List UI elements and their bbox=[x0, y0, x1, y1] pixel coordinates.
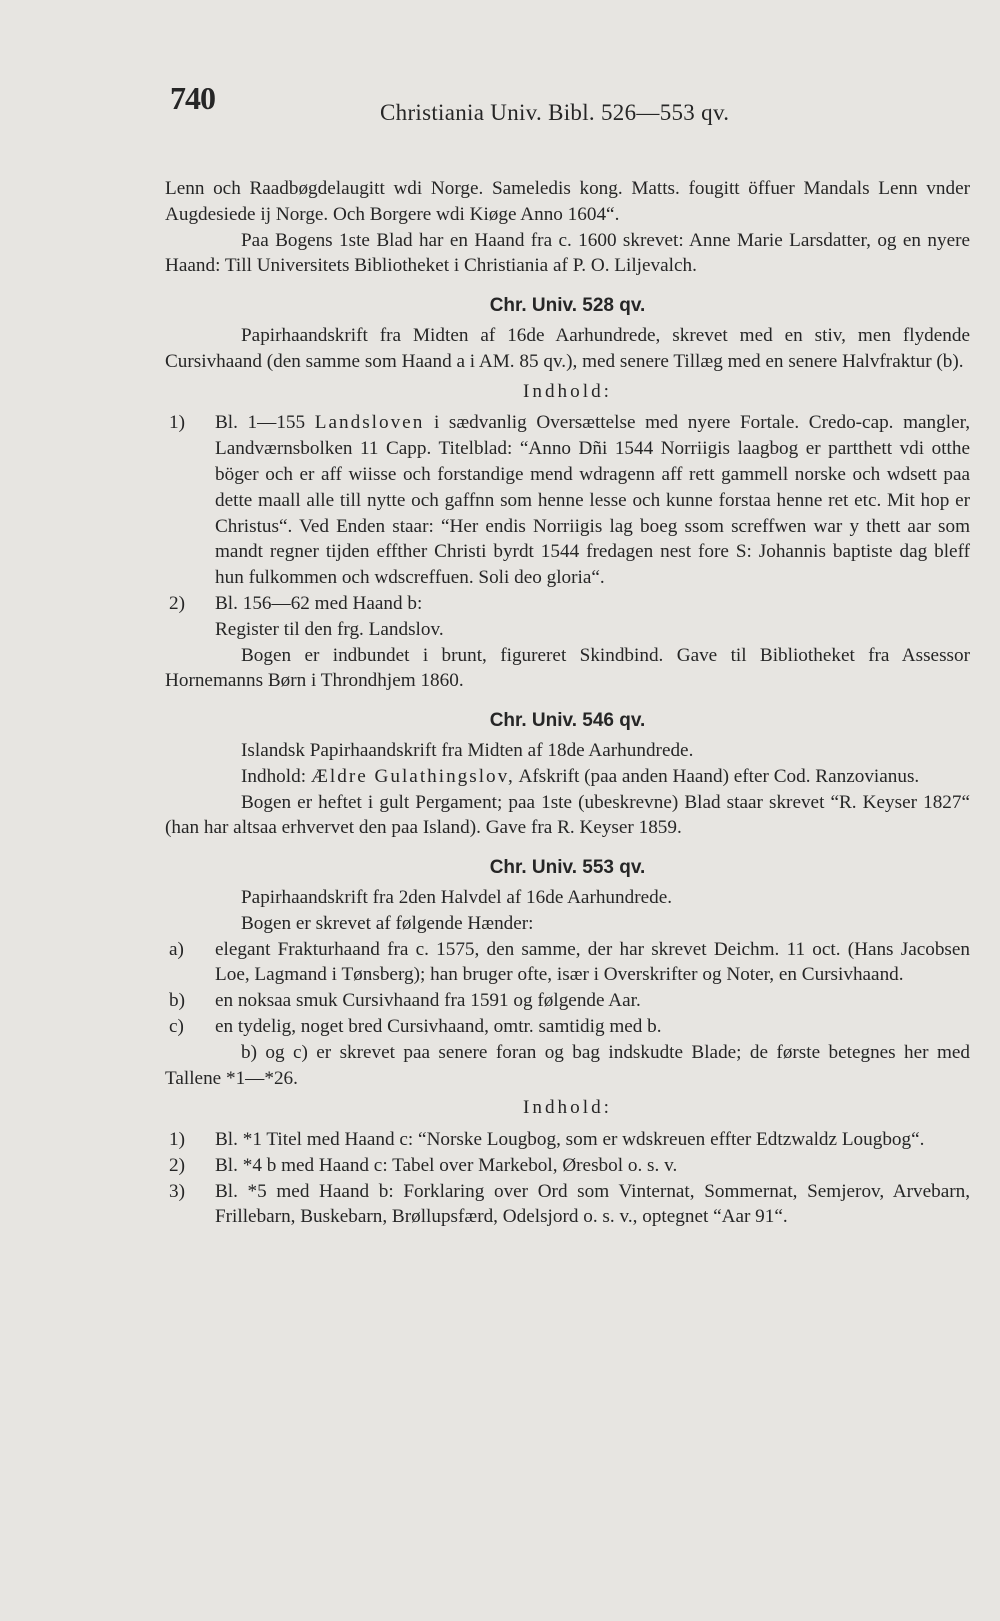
description-546: Islandsk Papirhaandskrift fra Midten af 18de Aarhundrede. bbox=[241, 739, 694, 761]
item-text: en tydelig, noget bred Cursivhaand, omtr. samtidig med b. bbox=[215, 1015, 662, 1037]
contents-heading-553: Indhold: bbox=[522, 1097, 613, 1119]
item-number: b) bbox=[169, 990, 185, 1012]
item-text: i sædvanlig Oversættelse med nyere Fortale. Credo-cap. mangler, Landværnsbolken 11 Capp. Titelblad: “Anno Dñi 1544 Norriigis laagbog er partthett vdi otthe böger och er aff wiisse och forstandige mend wdragenn aff rett gammell norske och wdsett paa dette maall alle till nytte och gaffnn som henne lesse och kunne forstaa henne ret etc. Mit hop er Christus“. Ved Enden staar: “Her endis Norriigis lag boeg ssom screffwen war y thett aar som mandt regner tijden effther Christi byrdt 1544 fredagen nest fore S: Johannis baptiste dag bleff hun fulkommen och wdscreffuen. Soli deo gloria“. bbox=[215, 412, 971, 589]
work-title: Ældre Gulathingslov, bbox=[310, 765, 515, 787]
contents-item bbox=[165, 591, 970, 617]
hands-note: b) og c) er skrevet paa senere foran og bag indskudte Blade; de første betegnes her med Tallene *1—*26. bbox=[165, 1041, 970, 1089]
description-528: Papirhaandskrift fra Midten af 16de Aarhundrede, skrevet med en stiv, men flydende Cursivhaand (den samme som Haand a i AM. 85 qv.), med senere Tillæg med en senere Halvfraktur (b). bbox=[165, 324, 970, 372]
item-text: Bl. *5 med Haand b: Forklaring over Ord som Vinternat, Sommernat, Semjerov, Arvebarn, Frillebarn, Buskebarn, Brøllupsfærd, Odelsjord o. s. v., optegnet “Aar 91“. bbox=[215, 1180, 970, 1228]
item-title: Landsloven bbox=[314, 412, 425, 434]
hand-item bbox=[165, 937, 970, 989]
contents-heading-528: Indhold: bbox=[522, 380, 613, 402]
contents-label: Indhold: bbox=[241, 765, 307, 787]
item-text: en noksaa smuk Cursivhaand fra 1591 og følgende Aar. bbox=[215, 990, 641, 1012]
binding-546: Bogen er heftet i gult Pergament; paa 1ste (ubeskrevne) Blad staar skrevet “R. Keyser 1827“ (han har altsaa erhvervet den paa Island). Gave fra R. Keyser 1859. bbox=[165, 791, 970, 839]
item-number: 2) bbox=[169, 592, 185, 614]
item-number: a) bbox=[169, 938, 184, 960]
provenance-paragraph: Paa Bogens 1ste Blad har en Haand fra c. 1600 skrevet: Anne Marie Larsdatter, og en nyere Haand: Till Universitets Bibliotheket i Christiania af P. O. Liljevalch. bbox=[165, 229, 970, 277]
item-number: 1) bbox=[169, 412, 185, 434]
running-head: Christiania Univ. Bibl. 526—553 qv. bbox=[380, 100, 730, 125]
item-text: Bl. *4 b med Haand c: Tabel over Markebol, Øresbol o. s. v. bbox=[215, 1154, 678, 1176]
item-text: elegant Frakturhaand fra c. 1575, den samme, der har skrevet Deichm. 11 oct. (Hans Jacobsen Loe, Lagmand i Tønsberg); han bruger ofte, især i Overskrifter og Noter, en Cursivhaand. bbox=[215, 938, 970, 986]
hand-item bbox=[165, 1014, 970, 1040]
item-subtext: Register til den frg. Landslov. bbox=[215, 618, 444, 640]
intro-paragraph: Lenn och Raadbøgdelaugitt wdi Norge. Sameledis kong. Matts. fougitt öffuer Mandals Lenn vnder Augdesiede ij Norge. Och Borgere wdi Kiøge Anno 1604“. bbox=[165, 178, 970, 225]
item-ref: Bl. 1—155 bbox=[215, 412, 306, 434]
item-text: Bl. 156—62 med Haand b: bbox=[215, 592, 423, 614]
contents-item bbox=[165, 1179, 970, 1231]
section-heading-528: Chr. Univ. 528 qv. bbox=[489, 295, 646, 317]
item-number: 2) bbox=[169, 1154, 185, 1176]
item-number: 3) bbox=[169, 1180, 185, 1202]
item-number: 1) bbox=[169, 1129, 185, 1151]
item-number: c) bbox=[169, 1015, 184, 1037]
contents-546 bbox=[165, 764, 970, 790]
section-heading-553: Chr. Univ. 553 qv. bbox=[489, 857, 646, 879]
hand-item bbox=[165, 988, 970, 1014]
contents-item bbox=[165, 410, 970, 591]
binding-528: Bogen er indbundet i brunt, figureret Skindbind. Gave til Bibliotheket fra Assessor Hornemanns Børn i Throndhjem 1860. bbox=[165, 644, 970, 692]
page-header bbox=[165, 80, 970, 132]
section-heading-546: Chr. Univ. 546 qv. bbox=[489, 710, 646, 732]
contents-item bbox=[165, 1127, 970, 1153]
hands-intro: Bogen er skrevet af følgende Hænder: bbox=[241, 912, 534, 934]
item-text: Bl. *1 Titel med Haand c: “Norske Lougbog, som er wdskreuen effter Edtzwaldz Lougbog“. bbox=[215, 1129, 925, 1151]
description-553: Papirhaandskrift fra 2den Halvdel af 16de Aarhundrede. bbox=[241, 886, 673, 908]
page-number: 740 bbox=[170, 80, 215, 116]
contents-text: Afskrift (paa anden Haand) efter Cod. Ranzovianus. bbox=[518, 765, 920, 787]
contents-item bbox=[165, 1153, 970, 1179]
